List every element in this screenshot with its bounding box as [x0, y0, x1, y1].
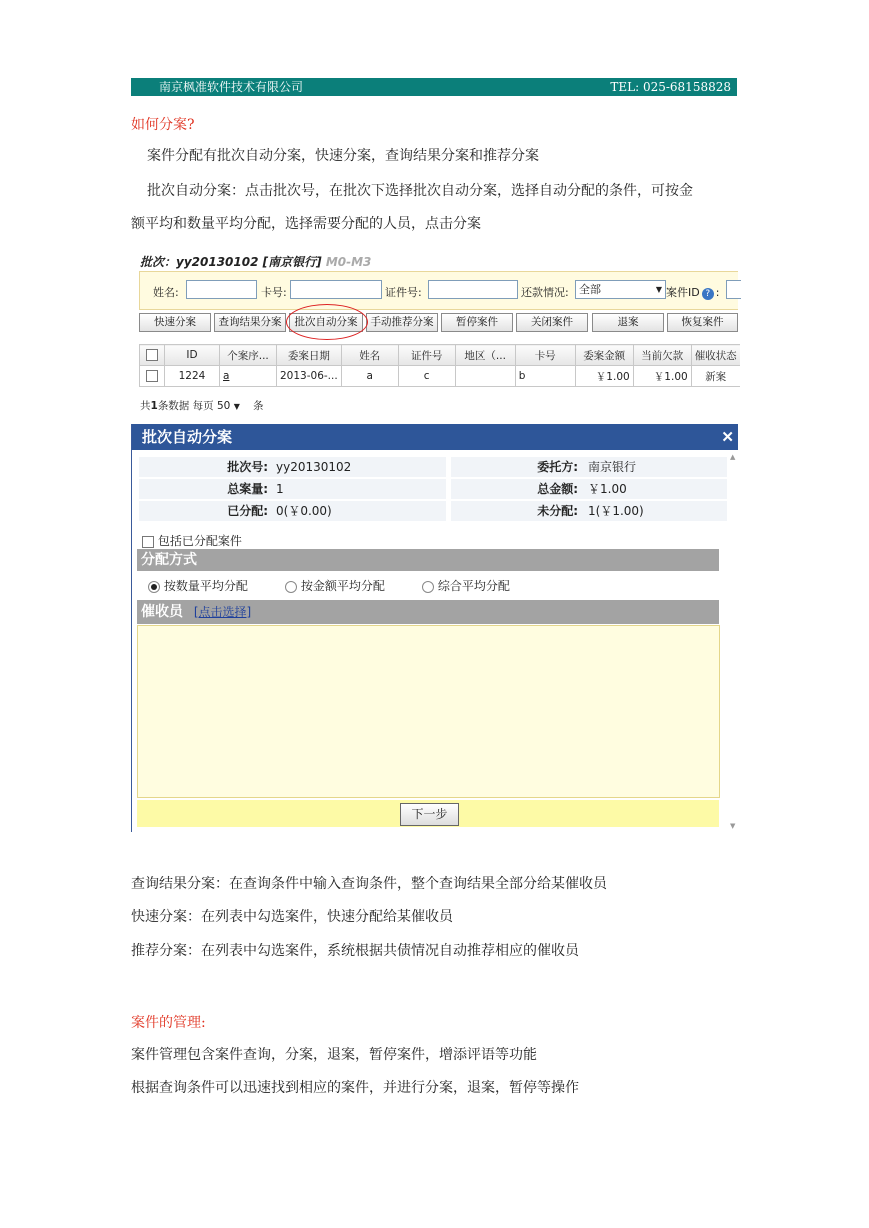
help-icon[interactable]: ? [702, 288, 714, 300]
dialog-title: 批次自动分案 [142, 428, 233, 446]
section-heading-assign: 如何分案? [131, 117, 195, 133]
paragraph: 批次自动分案：点击批次号，在批次下选择批次自动分案，选择自动分配的条件，可按金 [147, 183, 693, 199]
select-all-checkbox[interactable] [146, 349, 158, 361]
company-tel: TEL: 025-68158828 [610, 80, 731, 94]
amount-label: 总金额: [537, 482, 578, 496]
card-label: 卡号: [261, 286, 287, 299]
batch-auto-assign-button[interactable]: 批次自动分案 [289, 313, 363, 332]
col-card[interactable]: 卡号 [515, 345, 575, 366]
paragraph: 快速分案：在列表中勾选案件，快速分配给某催收员 [131, 909, 453, 925]
highlight-oval [286, 304, 368, 340]
next-step-button[interactable]: 下一步 [400, 803, 459, 826]
close-case-button[interactable]: 关闭案件 [516, 313, 588, 332]
scroll-down-icon[interactable]: ▼ [730, 822, 736, 830]
batch-bank: [南京银行] [262, 255, 322, 269]
repay-select[interactable] [575, 280, 666, 299]
choose-collector-link[interactable]: [点击选择] [193, 605, 252, 619]
idno-label: 证件号: [385, 286, 422, 299]
cell: b [515, 366, 575, 387]
dialog-scrollbar[interactable] [729, 450, 737, 832]
page-size-select[interactable]: 50 ▼ [217, 400, 240, 412]
info-row [0, 501, 869, 521]
col-name[interactable]: 姓名 [341, 345, 398, 366]
caseid-label: 案件ID ? : [666, 286, 720, 299]
restore-case-button[interactable]: 恢复案件 [667, 313, 738, 332]
col-date[interactable]: 委案日期 [277, 345, 342, 366]
col-idno[interactable]: 证件号 [398, 345, 455, 366]
client-value: 南京银行 [588, 460, 637, 474]
cell: 1224 [165, 366, 220, 387]
close-icon[interactable]: ✕ [721, 428, 734, 446]
pause-case-button[interactable]: 暂停案件 [441, 313, 513, 332]
cell: 新案 [691, 366, 740, 387]
radio-icon[interactable] [422, 581, 434, 593]
info-row [0, 457, 869, 477]
caseid-input[interactable] [726, 280, 741, 299]
document-header-bar [131, 78, 737, 96]
col-region[interactable]: 地区（... [455, 345, 515, 366]
assigned-value: 0(￥0.00) [276, 504, 332, 518]
dialog-titlebar [132, 424, 738, 450]
cell: 2013-06-... [277, 366, 342, 387]
batch-label: 批次号: [227, 460, 268, 474]
idno-input[interactable] [428, 280, 518, 299]
cell: ￥1.00 [633, 366, 691, 387]
batch-prefix: 批次： [140, 255, 177, 269]
include-assigned-label: 包括已分配案件 [157, 534, 242, 548]
method-radio-count[interactable]: 按数量平均分配 [148, 577, 248, 594]
paragraph: 案件管理包含案件查询，分案，退案，暂停案件，增添评语等功能 [131, 1047, 537, 1063]
collector-title: 催收员 [141, 604, 183, 620]
row-checkbox[interactable] [146, 370, 158, 382]
batch-range: M0-M3 [325, 255, 372, 269]
cell: ￥1.00 [575, 366, 633, 387]
total-label: 总案量: [227, 482, 268, 496]
collector-list-area[interactable] [137, 625, 720, 798]
col-seq[interactable]: 个案序... [220, 345, 277, 366]
repay-selected: 全部 [579, 283, 601, 296]
quick-assign-button[interactable]: 快速分案 [139, 313, 211, 332]
case-link[interactable]: a [220, 366, 277, 387]
collector-section-bar [137, 600, 719, 624]
chevron-down-icon: ▼ [233, 402, 240, 411]
case-table [139, 344, 740, 387]
col-id[interactable]: ID [165, 345, 220, 366]
col-status[interactable]: 催收状态 [691, 345, 740, 366]
unassigned-value: 1(￥1.00) [588, 504, 644, 518]
chevron-down-icon: ▼ [655, 285, 662, 294]
cell [455, 366, 515, 387]
batch-title [140, 253, 371, 270]
return-case-button[interactable]: 退案 [592, 313, 664, 332]
manual-recommend-button[interactable]: 手动推荐分案 [366, 313, 438, 332]
radio-icon[interactable] [148, 581, 160, 593]
method-title: 分配方式 [141, 552, 197, 568]
assigned-label: 已分配: [227, 504, 268, 518]
repay-label: 还款情况: [521, 286, 569, 299]
query-assign-button[interactable]: 查询结果分案 [214, 313, 286, 332]
company-name: 南京枫准软件技术有限公司 [159, 80, 304, 94]
cell: a [341, 366, 398, 387]
paragraph: 查询结果分案：在查询条件中输入查询条件，整个查询结果全部分给某催收员 [131, 876, 607, 892]
filter-panel [139, 271, 738, 310]
paragraph: 额平均和数量平均分配，选择需要分配的人员，点击分案 [131, 216, 481, 232]
batch-value: yy20130102 [276, 460, 352, 474]
col-amount[interactable]: 委案金额 [575, 345, 633, 366]
cell: c [398, 366, 455, 387]
table-row[interactable] [140, 366, 740, 387]
name-label: 姓名: [153, 286, 179, 299]
section-heading-manage: 案件的管理: [131, 1015, 206, 1031]
paragraph: 推荐分案：在列表中勾选案件，系统根据共债情况自动推荐相应的催收员 [131, 943, 579, 959]
method-radio-amount[interactable]: 按金额平均分配 [285, 577, 385, 594]
col-debt[interactable]: 当前欠款 [633, 345, 691, 366]
batch-number[interactable]: yy20130102 [176, 255, 259, 269]
info-row [0, 479, 869, 499]
paragraph: 案件分配有批次自动分案，快速分案，查询结果分案和推荐分案 [147, 148, 539, 164]
name-input[interactable] [186, 280, 257, 299]
card-input[interactable] [290, 280, 382, 299]
total-value: 1 [276, 482, 284, 496]
scroll-up-icon[interactable]: ▲ [730, 453, 736, 461]
table-header-row [140, 345, 740, 366]
include-assigned-option[interactable] [142, 532, 242, 549]
amount-value: ￥1.00 [588, 482, 627, 496]
unassigned-label: 未分配: [537, 504, 578, 518]
method-radio-combined[interactable]: 综合平均分配 [422, 577, 510, 594]
pager: 共1条数据 每页 50 ▼ 条 [140, 400, 264, 412]
client-label: 委托方: [537, 460, 578, 474]
radio-icon[interactable] [285, 581, 297, 593]
include-assigned-checkbox[interactable] [142, 536, 154, 548]
paragraph: 根据查询条件可以迅速找到相应的案件，并进行分案，退案，暂停等操作 [131, 1080, 579, 1096]
method-section-bar [137, 549, 719, 571]
